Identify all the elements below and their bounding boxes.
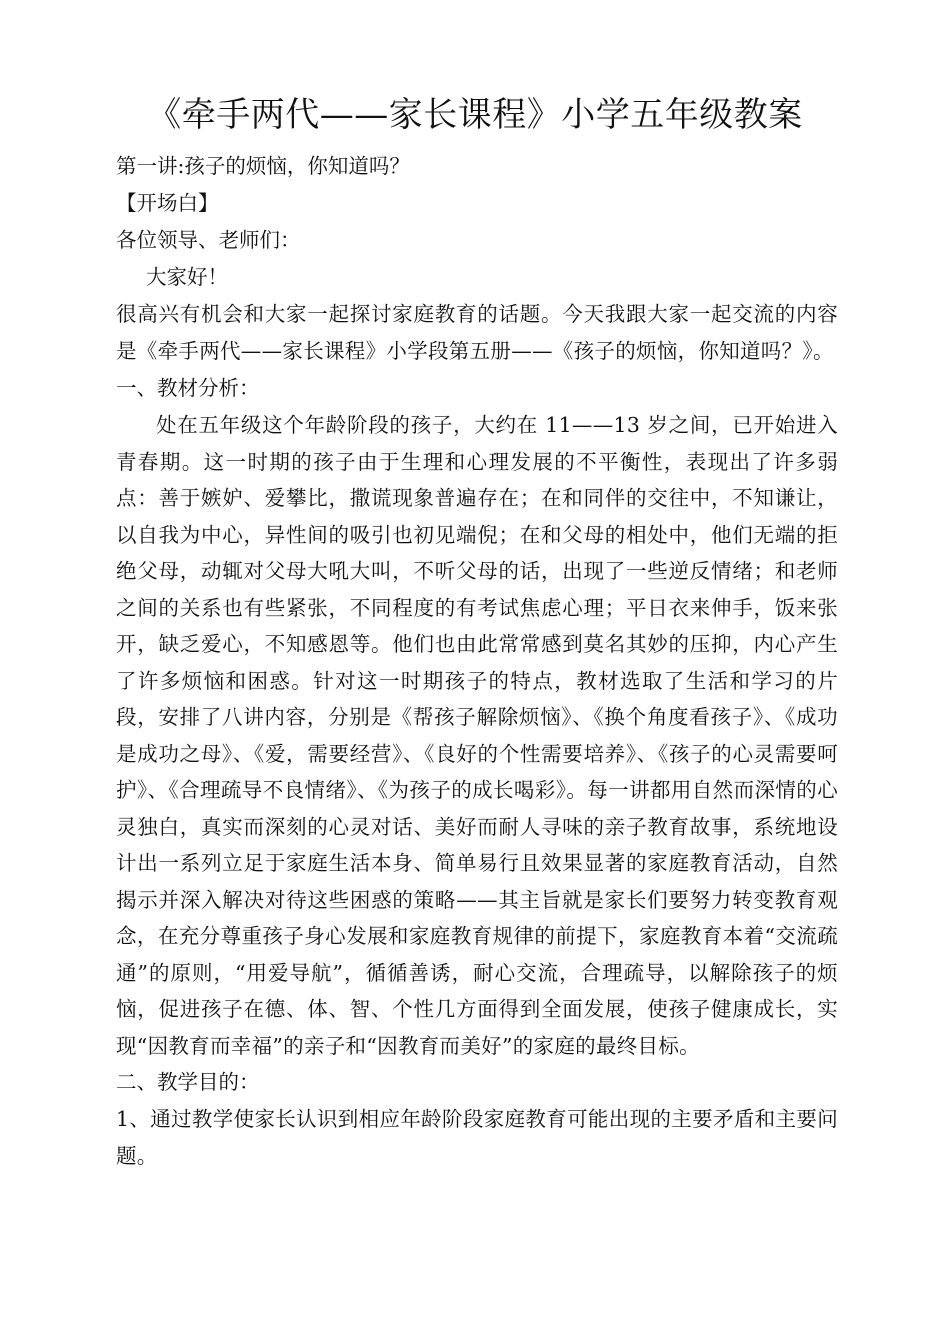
opening-heading: 【开场白】 [116, 191, 219, 215]
intro-paragraph: 很高兴有机会和大家一起探讨家庭教育的话题。今天我跟大家一起交流的内容是《牵手两代——家长课程》小学段第五册——《孩子的烦恼，你知道吗？》。 [116, 302, 838, 363]
document-title: 《牵手两代——家长课程》小学五年级教案 [147, 95, 803, 135]
lecture-line: 第一讲:孩子的烦恼，你知道吗？ [116, 154, 410, 178]
section-heading-2: 二、教学目的： [116, 1070, 260, 1094]
salutation: 各位领导、老师们： [116, 228, 301, 252]
greeting: 大家好！ [146, 265, 228, 289]
section-paragraph-1: 处在五年级这个年龄阶段的孩子，大约在 11——13 岁之间，已开始进入青春期。这一时期的孩子由于生理和心理发展的不平衡性，表现出了许多弱点：善于嫉妒、爱攀比，撒谎现象普遍存在；在和同伴的交往中，不知谦让，以自我为中心，异性间的吸引也初见端倪；在和父母的相处中，他们无端的拒绝父母，动辄对父母大吼大叫，不听父母的话，出现了一些逆反情绪；和老师之间的关系也有些紧张，不同程度的有考试焦虑心理；平日衣来伸手，饭来张开，缺乏爱心，不知感恩等。他们也由此常常感到莫名其妙的压抑，内心产生了许多烦恼和困惑。针对这一时期孩子的特点，教材选取了生活和学习的片段，安排了八讲内容，分别是《帮孩子解除烦恼》、《换个角度看孩子》、《成功是成功之母》、《爱，需要经营》、《良好的个性需要培养》、《孩子的心灵需要呵护》、《合理疏导不良情绪》、《为孩子的成长喝彩》。每一讲都用自然而深情的心灵独白，真实而深刻的心灵对话、美好而耐人寻味的亲子教育故事，系统地设计出一系列立足于家庭生活本身、简单易行且效果显著的家庭教育活动，自然揭示并深入解决对待这些困惑的策略——其主旨就是家长们要努力转变教育观念，在充分尊重孩子身心发展和家庭教育规律的前提下，家庭教育本着“交流疏通”的原则，“用爱导航”，循循善诱，耐心交流，合理疏导，以解除孩子的烦恼，促进孩子在德、体、智、个性几方面得到全面发展，使孩子健康成长，实现“因教育而幸福”的亲子和“因教育而美好”的家庭的最终目标。 [116, 413, 838, 1058]
section-item-1: 1、通过教学使家长认识到相应年龄阶段家庭教育可能出现的主要矛盾和主要问题。 [116, 1107, 838, 1168]
section-heading-1: 一、教材分析： [116, 376, 260, 400]
document-body [116, 148, 838, 1175]
